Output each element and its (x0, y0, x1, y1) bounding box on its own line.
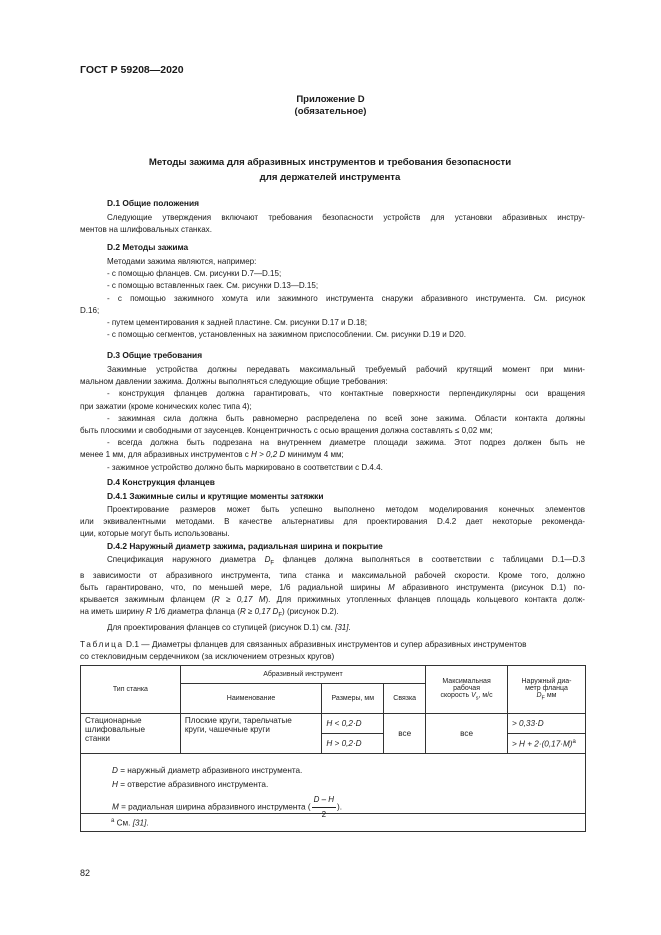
section-d3-text (80, 364, 585, 474)
main-title-line-1: Методы зажима для абразивных инструментов и требования безопасности (148, 157, 512, 168)
text-line: крывается зажимным фланцем (R ≥ 0,17 M). Для прижимных утопленных фланцев площадь кольцевого контакта долж- (80, 595, 585, 605)
note-m: M = радиальная ширина абразивного инструмента ( $\frac{D - H}{2}$ ). (112, 793, 342, 822)
section-heading-d1: D.1 Общие положения (107, 198, 200, 208)
text-line: ментов на шлифовальных станках. (80, 225, 212, 235)
cell-speed: все (426, 714, 508, 754)
requirement-item: - зажимное устройство должно быть маркировано в соответствии с D.4.4. (107, 462, 383, 472)
table-caption (80, 638, 590, 662)
header-name: Наименование (180, 684, 322, 714)
section-d41-text (80, 504, 585, 541)
header-abrasive-tool: Абразивный инструмент (180, 666, 425, 684)
main-title (80, 155, 580, 185)
text-line: на иметь ширину R 1/6 диаметра фланца (R ≥ 0,17 $D_F$) (рисунок D.2). (80, 607, 339, 620)
text-line: Проектирование размеров может быть успешно выполнено методом моделирования конечных элементов (107, 505, 585, 514)
section-heading-d4: D.4 Конструкция фланцев (107, 477, 215, 487)
section-d1-text (80, 212, 585, 236)
text-line: Зажимные устройства должны передавать максимальный требуемый рабочий крутящий момент при мини- (107, 365, 585, 374)
table-notes (112, 764, 342, 822)
cell-flange-1: > 0,33·D (508, 714, 586, 734)
fraction: $\frac{D - H}{2}$ (313, 795, 335, 819)
table-header-row (81, 666, 586, 684)
main-title-line-2: для держателей инструмента (259, 172, 401, 183)
section-heading-d41: D.4.1 Зажимные силы и крутящие моменты затяжки (107, 491, 324, 501)
section-d42-text (80, 554, 585, 634)
list-intro: Методами зажима являются, например: (107, 257, 257, 266)
header-flange-diameter: Наружный диа- метр фланца $D_F$ мм (508, 666, 586, 714)
cell-dimension-1: H < 0,2·D (322, 714, 384, 734)
text-line: быть гарантировано, что, по меньшей мере, 1/6 радиальной ширины M абразивного инструмента (рисунок D.1) по- (80, 583, 586, 593)
table-caption-line-2: со стекловидным сердечником (за исключением отрезных кругов) (80, 651, 335, 661)
text-line: быть плоскими и свободными от заусенцев. Концентричность с осью вращения должна составлять ≤ 0,02 мм; (80, 426, 493, 436)
section-heading-d3: D.3 Общие требования (107, 350, 203, 360)
text-line: в зависимости от абразивного инструмента, типа станка и максимальной рабочей скорости. Кроме того, должно (80, 570, 585, 580)
list-item: - с помощью фланцев. См. рисунки D.7—D.15; (107, 269, 282, 279)
table-footnote: $^a$ См. [31]. (81, 814, 586, 832)
list-item: - путем цементирования к задней пластине. См. рисунки D.17 и D.18; (107, 318, 368, 328)
requirement-item: - зажимная сила должна быть равномерно распределена по всей зоне зажима. Области контакта должны (107, 413, 585, 423)
section-heading-d42: D.4.2 Наружный диаметр зажима, радиальная ширина и покрытие (107, 541, 383, 551)
list-item: - с помощью зажимного хомута или зажимного инструмента снаружи абразивного инструмента. См. рисунок (107, 293, 585, 303)
note-d: D = наружный диаметр абразивного инструмента. (112, 766, 303, 775)
text-line: ции, которые могут быть использованы. (80, 529, 230, 539)
header-machine-type: Тип станка (81, 666, 181, 714)
section-heading-d2: D.2 Методы зажима (107, 242, 189, 252)
cell-bond: все (384, 714, 426, 754)
text-line: мальном давлении зажима. Должны выполняться следующие общие требования: (80, 377, 388, 387)
cell-machine-type: Стационарные шлифовальные станки (81, 714, 181, 754)
text-line: или эквивалентными методами. В качестве альтернативы для проектирования D.4.2 дает некоторые рекоменда- (80, 517, 585, 527)
list-item: - с помощью вставленных гаек. См. рисунки D.13—D.15; (107, 281, 319, 291)
table-caption-line-1: Таблица D.1 — Диаметры фланцев для связанных абразивных инструментов и супер абразивных инструментов (80, 639, 527, 649)
cell-tool-name: Плоские круги, тарельчатые круги, чашечные круги (180, 714, 322, 754)
header-bond: Связка (384, 684, 426, 714)
text-line: при зажатии (кроме конических колес типа 4); (80, 401, 252, 411)
text-line: Спецификация наружного диаметра $D_F$ фланцев должна выполняться в соответствии с таблицами D.1—D.3 (107, 555, 585, 567)
cell-dimension-2: H > 0,2·D (322, 734, 384, 754)
text-line: менее 1 мм, для абразивных инструментов с H > 0,2 D минимум 4 мм; (80, 450, 344, 460)
list-item: - с помощью сегментов, установленных на зажимном приспособлении. См. рисунки D.19 и D20. (107, 330, 466, 340)
cell-flange-2: > $H + 2\cdot(0,17\cdot M)^a$ (508, 734, 586, 754)
page-number: 82 (80, 868, 91, 878)
header-dimensions: Размеры, мм (322, 684, 384, 714)
text-line: Следующие утверждения включают требования безопасности устройств для установки абразивных инстру- (107, 213, 585, 222)
header-max-speed: Максимальная рабочая скорость $V_s$, м/с (426, 666, 508, 714)
requirement-item: - конструкция фланцев должна гарантировать, что контактные поверхности перпендикулярны оси вращения (107, 389, 585, 399)
appendix-title: Приложение D (296, 94, 365, 105)
list-item-continuation: D.16; (80, 305, 100, 315)
section-d2-list (80, 256, 585, 341)
appendix-status: (обязательное) (294, 106, 367, 117)
document-id: ГОСТ Р 59208—2020 (80, 64, 184, 76)
table-row (81, 714, 586, 734)
text-line: Для проектирования фланцев со ступицей (рисунок D.1) см. [31]. (107, 623, 351, 633)
requirement-item: - всегда должна быть подрезана на внутреннем диаметре площади зажима. Этот подрез должен быть не (107, 438, 585, 448)
note-h: H = отверстие абразивного инструмента. (112, 780, 269, 789)
